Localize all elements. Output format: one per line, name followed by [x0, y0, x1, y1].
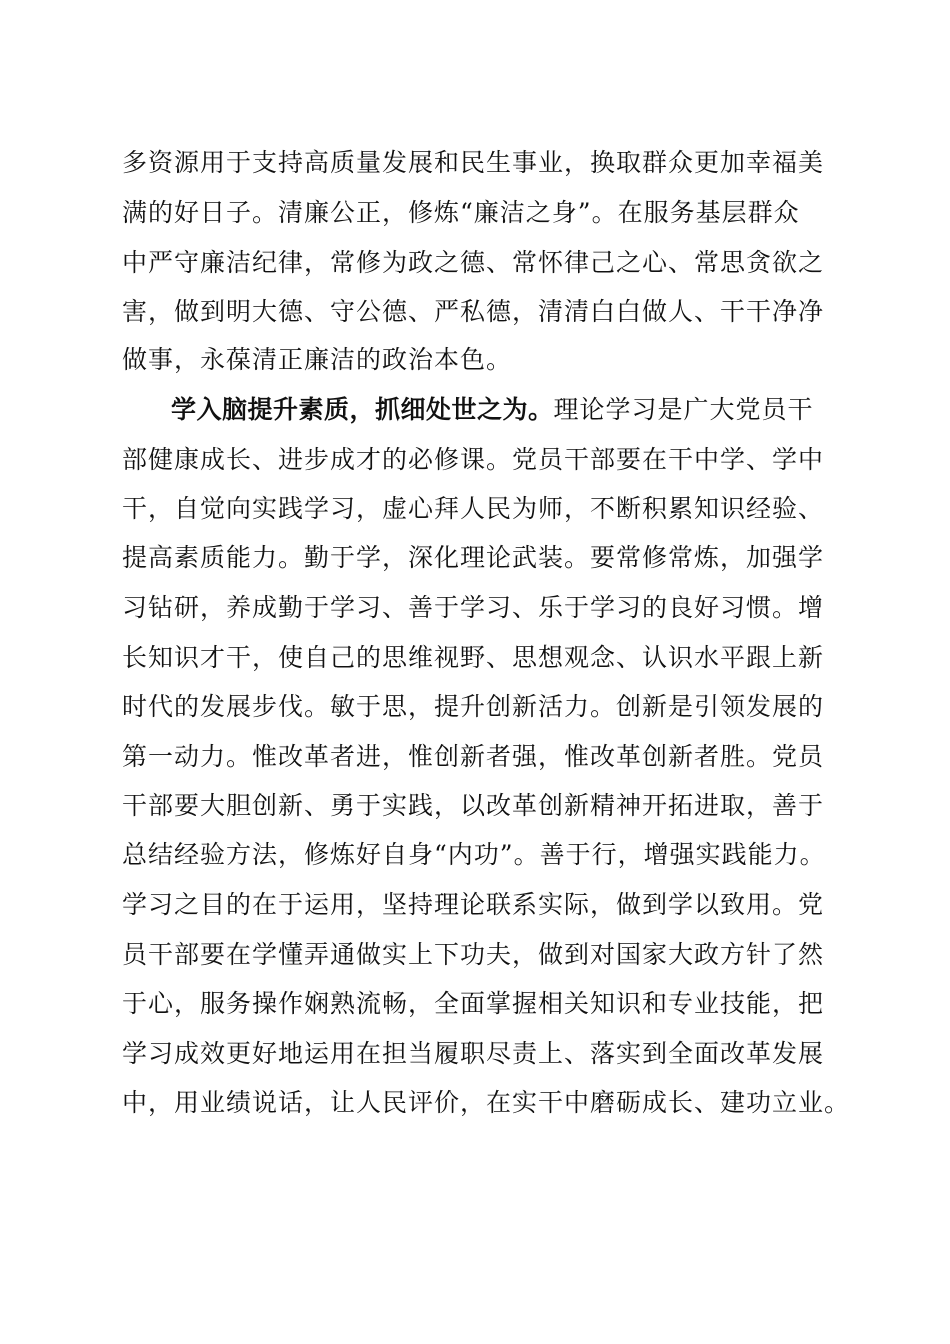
- paragraph-line: 员干部要在学懂弄通做实上下功夫，做到对国家大政方针了然: [122, 940, 825, 969]
- paragraph-line: 多资源用于支持高质量发展和民生事业，换取群众更加幸福美: [122, 148, 825, 177]
- paragraph-line: 中，用业绩说话，让人民评价，在实干中磨砺成长、建功立业。: [122, 1088, 851, 1117]
- paragraph-line: 部健康成长、进步成才的必修课。党员干部要在干中学、学中: [122, 445, 825, 474]
- paragraph-line: 干，自觉向实践学习，虚心拜人民为师，不断积累知识经验、: [122, 494, 825, 523]
- paragraph-line: 满的好日子。清廉公正，修炼“廉洁之身”。在服务基层群众: [122, 198, 800, 227]
- paragraph-line: 于心，服务操作娴熟流畅，全面掌握相关知识和专业技能，把: [122, 989, 825, 1018]
- paragraph-line: 提高素质能力。勤于学，深化理论武装。要常修常炼，加强学: [122, 543, 825, 572]
- paragraph-line: 害，做到明大德、守公德、严私德，清清白白做人、干干净净: [122, 297, 825, 326]
- paragraph-text: 理论学习是广大党员干: [553, 395, 814, 424]
- paragraph-line: 总结经验方法，修炼好自身“内功”。善于行，增强实践能力。: [122, 840, 826, 869]
- paragraph-line: 时代的发展步伐。敏于思，提升创新活力。创新是引领发展的: [122, 692, 825, 721]
- paragraph-line: 习钻研，养成勤于学习、善于学习、乐于学习的良好习惯。增: [122, 593, 825, 622]
- paragraph-line: 学习成效更好地运用在担当履职尽责上、落实到全面改革发展: [122, 1039, 825, 1068]
- paragraph-first-line: [171, 395, 814, 425]
- paragraph-heading: 学入脑提升素质，抓细处世之为。: [171, 395, 554, 424]
- paragraph-line: 中严守廉洁纪律，常修为政之德、常怀律己之心、常思贪欲之: [122, 248, 825, 277]
- paragraph-line: 学习之目的在于运用，坚持理论联系实际，做到学以致用。党: [122, 890, 825, 919]
- paragraph-line: 长知识才干，使自己的思维视野、思想观念、认识水平跟上新: [122, 643, 825, 672]
- paragraph-line: 第一动力。惟改革者进，惟创新者强，惟改革创新者胜。党员: [122, 742, 825, 771]
- paragraph-line: 干部要大胆创新、勇于实践，以改革创新精神开拓进取，善于: [122, 791, 825, 820]
- paragraph-line: 做事，永葆清正廉洁的政治本色。: [122, 345, 513, 374]
